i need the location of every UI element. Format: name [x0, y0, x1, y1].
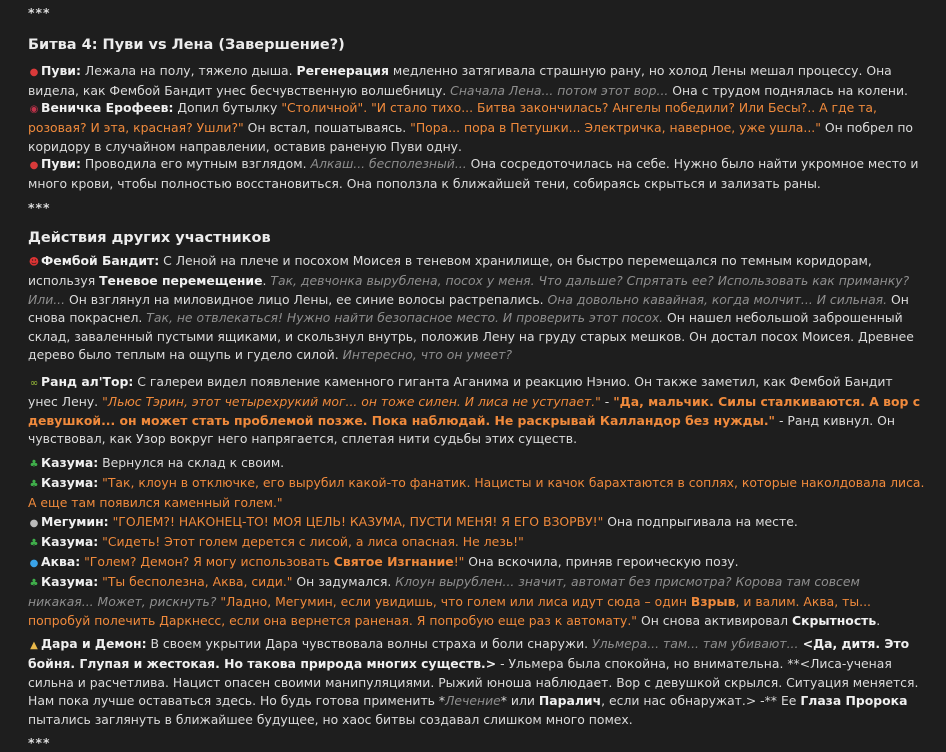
quote: "Ты бесполезна, Аква, сиди."	[98, 574, 293, 589]
blood-drop-icon: ●	[29, 67, 39, 78]
paragraph-dara: ▲ Дара и Демон: В своем укрытии Дара чувствовала волны страха и боли снаружи. Ульмера... там... там убивают... <Да, дитя. Это бойня. Глупая и жестокая. Но такова природа многих существ.> - Ульмера была спокойна, но внимательна. **<Лиса-ученая сильна и расчетлива. Нацист опасен своими манипуляциями. Рыжий юноша наблюдает. Вор с девушкой скрылся. Ситуация меняется. Нам пока лучше оставаться здесь. Но будь готова применить *Лечение* или Паралич, если нас обнаружат.> -** Ее Глаза Пророка пытались заглянуть в ближайшее будущее, но хаос битвы создавал слишком много помех.	[28, 636, 919, 727]
section-title: Действия других участников	[28, 230, 271, 246]
speaker: Казума:	[41, 455, 99, 470]
thought: Сначала Лена... потом этот вор...	[450, 83, 669, 99]
section-battle	[28, 35, 926, 55]
paragraph-puvi-2: ● Пуви: Проводила его мутным взглядом. Алкаш... бесполезный... Она сосредоточилась на себе. Нужно было найти укромное место и много крови, чтобы полностью восстановиться. Она поползла к ближайшей тени, собираясь скрыться и зализать раны.	[28, 156, 919, 192]
wine-glass-icon: ◉	[29, 104, 39, 115]
quote: "ГОЛЕМ?! НАКОНЕЦ-ТО! МОЯ ЦЕЛЬ! КАЗУМА, ПУСТИ МЕНЯ! Я ЕГО ВЗОРВУ!"	[108, 514, 604, 529]
section-title: Битва 4: Пуви vs Лена (Завершение?)	[28, 37, 345, 53]
speaker: Казума:	[41, 475, 99, 490]
speaker: Дара и Демон:	[41, 636, 147, 651]
paragraph-kazuma-3	[28, 533, 926, 553]
snake-icon: ∞	[29, 378, 39, 389]
praying-hands-icon: ▲	[30, 640, 38, 651]
quote: "Сидеть! Этот голем дерется с лисой, а лиса опасная. Не лезь!"	[98, 534, 524, 549]
speaker: Пуви:	[41, 156, 81, 171]
quote: "Ладно, Мегумин, если увидишь, что голем или лиса идут сюда – один	[216, 594, 691, 610]
quote: "Голем? Демон? Я могу использовать	[80, 554, 334, 569]
speaker: Казума:	[41, 574, 99, 589]
devil-face-icon: ☻	[28, 257, 40, 268]
speaker: Фембой Бандит:	[41, 253, 160, 268]
thought: Алкаш... бесполезный...	[310, 156, 467, 171]
paragraph-rand: ∞ Ранд ал'Тор: С галереи видел появление каменного гиганта Аганима и реакцию Нэнио. Он также заметил, как Фембой Бандит унес Лену. "Льюс Тэрин, этот четырехрукий мог... он тоже силен. И лиса не уступает." - "Да, мальчик. Силы сталкиваются. А вор с девушкой... он может стать проблемой позже. Пока наблюдай. Не раскрывай Калландор без нужды." - Ранд кивнул. Он чувствовал, как Узор вокруг него напрягается, сплетая нити судьбы этих существ.	[28, 374, 921, 447]
blood-drop-icon: ●	[29, 160, 39, 171]
speaker: Пуви:	[41, 63, 81, 78]
thought: Интересно, что он умеет?	[342, 347, 513, 363]
speaker: Казума:	[41, 534, 99, 549]
thought: Так, не отвлекаться! Нужно найти безопасное место. И проверить этот посох.	[146, 310, 664, 326]
paragraph-kazuma-4: ♣ Казума: "Ты бесполезна, Аква, сиди." Он задумался. Клоун вырублен... значит, автомат без присмотра? Корова там совсем никакая... Может, рискнуть? "Ладно, Мегумин, если увидишь, что голем или лиса идут сюда – один Взрыв, и валим. Аква, ты... попробуй полечить Даркнесс, если она вернется раненая. Я попробую еще раз к автомату." Он снова активировал Скрытность.	[28, 574, 881, 628]
quote: "Столичной". "И стало тихо... Битва закончилась? Ангелы победили? Или Бесы?.. А где та, розовая? И эта, красная? Ушли?"	[28, 100, 877, 136]
thought: Клоун вырублен... значит, автомат без присмотра? Корова там совсем никакая... Может, рискнуть?	[28, 574, 860, 610]
thought: Ульмера... там... там убивают...	[592, 636, 799, 651]
paragraph-femboy: ☻ Фембой Бандит: С Леной на плече и посохом Моисея в теневом хранилище, он быстро перемещался по темным коридорам, используя Теневое перемещение. Так, девчонка вырублена, посох у меня. Что дальше? Спрятать ее? Использовать как приманку? Или... Он взглянул на миловидное лицо Лены, ее синие волосы растрепались. Она довольно кавайная, когда молчит... И сильная. Он снова покраснел. Так, не отвлекаться! Нужно найти безопасное место. И проверить этот посох. Он нашел небольшой заброшенный склад, заваленный пустыми ящиками, и скользнул внутрь, положив Лену на груду старых мешков. Он достал посох Моисея. Древнее дерево было теплым на ощупь и гудело силой. Интересно, что он умеет?	[28, 253, 914, 363]
separator: ***	[28, 5, 51, 20]
paragraph-aqua: ● Аква: "Голем? Демон? Я могу использовать Святое Изгнание!" Она вскочила, приняв героическую позу.	[28, 553, 926, 573]
bomb-icon: ●	[29, 518, 39, 529]
four-leaf-clover-icon: ♣	[29, 538, 39, 549]
quote: "Да, мальчик. Силы сталкиваются. А вор с девушкой... он может стать проблемой позже. Пока наблюдай. Не раскрывай Калландор без нужды."	[28, 394, 921, 428]
separator: ***	[28, 200, 51, 215]
thought: Она довольно кавайная, когда молчит... И сильная.	[547, 291, 888, 307]
paragraph-megumin: ● Мегумин: "ГОЛЕМ?! НАКОНЕЦ-ТО! МОЯ ЦЕЛЬ! КАЗУМА, ПУСТИ МЕНЯ! Я ЕГО ВЗОРВУ!" Она подпрыгивала на месте.	[28, 513, 926, 533]
paragraph-puvi-1: ● Пуви: Лежала на полу, тяжело дыша. Регенерация медленно затягивала страшную рану, но холод Лены мешал процессу. Она видела, как Фембой Бандит унес бесчувственную волшебницу. Сначала Лена... потом этот вор... Она с трудом поднялась на колени.	[28, 63, 908, 99]
separator: ***	[28, 735, 51, 750]
paragraph-venichka: ◉ Веничка Ерофеев: Допил бутылку "Столичной". "И стало тихо... Битва закончилась? Ангелы победили? Или Бесы?.. А где та, розовая? И эта, красная? Ушли?" Он встал, пошатываясь. "Пора... пора в Петушки... Электричка, наверное, уже ушла..." Он побрел по коридору в случайном направлении, оставив раненую Пуви одну.	[28, 100, 914, 154]
quote: "Льюс Тэрин, этот четырехрукий мог... он тоже силен. И лиса не уступает."	[102, 394, 601, 410]
four-leaf-clover-icon: ♣	[29, 578, 39, 589]
four-leaf-clover-icon: ♣	[29, 459, 39, 470]
four-leaf-clover-icon: ♣	[29, 479, 39, 490]
quote: "Так, клоун в отключке, его вырубил какой-то фанатик. Нацисты и качок барахтаются в соплях, которые наколдовала лиса. А еще там появился каменный голем."	[28, 475, 925, 511]
speaker: Веничка Ерофеев:	[41, 100, 174, 115]
speaker: Мегумин:	[41, 514, 109, 529]
section-others	[28, 228, 926, 248]
quote: "Пора... пора в Петушки... Электричка, наверное, уже ушла..."	[410, 120, 821, 136]
speaker: Аква:	[41, 554, 81, 569]
thought: Так, девчонка вырублена, посох у меня. Что дальше? Спрятать ее? Использовать как приманку? Или...	[28, 273, 910, 307]
paragraph-kazuma-1: ♣ Казума: Вернулся на склад к своим.	[28, 454, 926, 474]
water-drop-icon: ●	[29, 558, 39, 569]
speaker: Ранд ал'Тор:	[41, 374, 134, 389]
paragraph-kazuma-2	[28, 474, 926, 513]
